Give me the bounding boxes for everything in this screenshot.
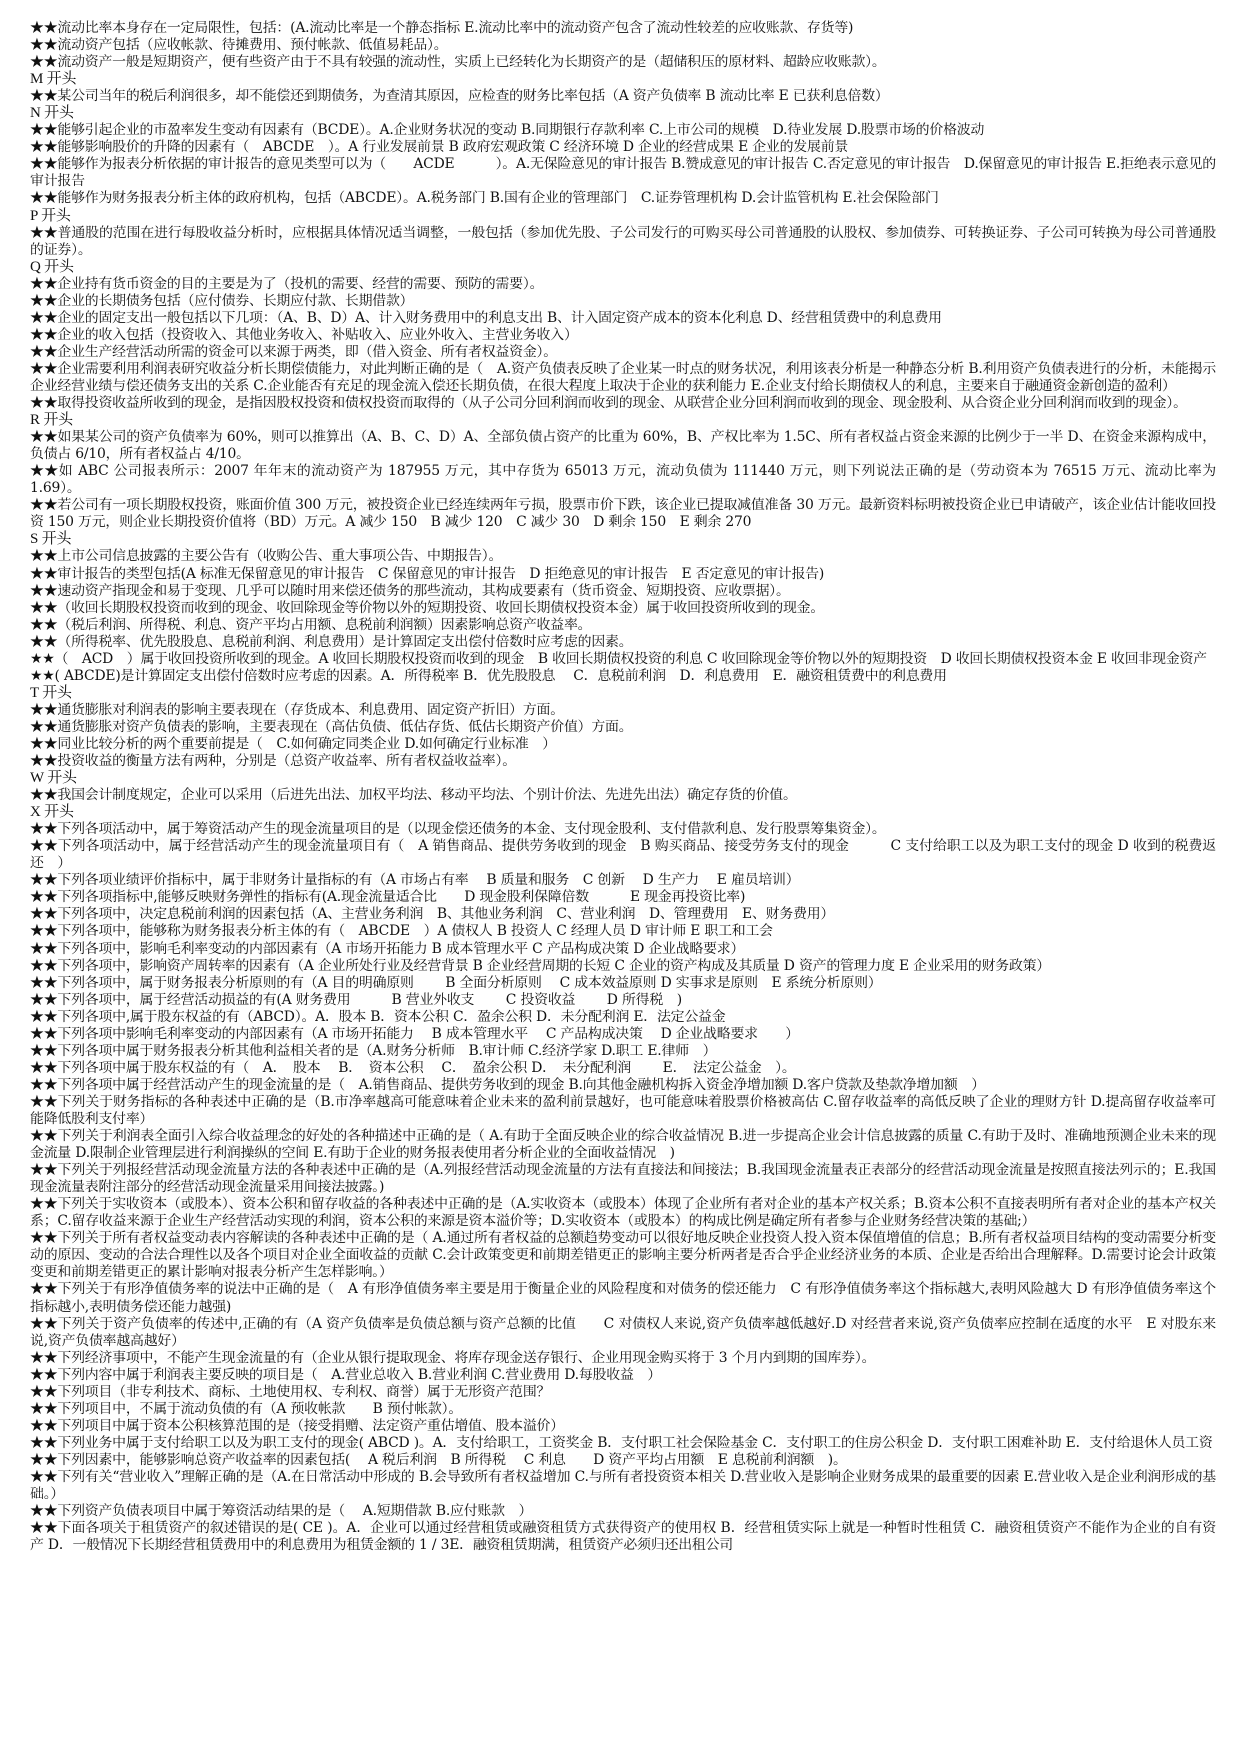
question-entry: ★★下列各项指标中,能够反映财务弹性的指标有(A.现金流量适合比 D 现金股利保障倍数 E 现金再投资比率) <box>30 889 746 906</box>
question-entry: ★★流动资产包括（应收帐款、待摊费用、预付帐款、低值易耗品）。 <box>30 37 448 54</box>
question-entry: ★★若公司有一项长期股权投资，账面价值 300 万元，被投资企业已经连续两年亏损，股票市价下跌，该企业已提取减值准备 30 万元。最新资料标明被投资企业已申请破产，该企业估计能收回投资 150 万元，则企业长期投资价值将（BD）万元。A 减少 150 B 减少 120 C 减少 30 D 剩余 150 E 剩余 270 <box>30 497 1216 531</box>
section-heading: M 开头 <box>30 71 77 88</box>
question-entry: ★★上市公司信息披露的主要公告有（收购公告、重大事项公告、中期报告）。 <box>30 548 503 565</box>
question-entry: ★★下列关于实收资本（或股本）、资本公积和留存收益的各种表述中正确的是（A.实收资本（或股本）体现了企业所有者对企业的基本产权关系；B.资本公积不直接表明所有者对企业的基本产权关系；C.留存收益来源于企业生产经营活动实现的利润，资本公积的来源是资本溢价等；D.实收资本（或股本）的构成比例是确定所有者参与企业财务经营决策的基础;） <box>30 1196 1216 1230</box>
question-entry: ★★企业生产经营活动所需的资金可以来源于两类，即（借入资金、所有者权益资金）。 <box>30 343 557 360</box>
question-entry: ★★下列各项中，属于财务报表分析原则的有（A 目的明确原则 B 全面分析原则 C 成本效益原则 D 实事求是原则 E 系统分析原则） <box>30 974 882 991</box>
question-entry: ★★（所得税率、优先股股息、息税前利润、利息费用）是计算固定支出偿付倍数时应考虑的因素。 <box>30 633 633 650</box>
question-entry: ★★同业比较分析的两个重要前提是（ C.如何确定同类企业 D.如何确定行业标准 ） <box>30 735 556 752</box>
question-entry: ★★企业的固定支出一般包括以下几项：（A、B、D）A、计入财务费用中的利息支出 B、计入固定资产成本的资本化利息 D、经营租赁费中的利息费用 <box>30 309 942 326</box>
question-entry: ★★审计报告的类型包括(A 标准无保留意见的审计报告 C 保留意见的审计报告 D 拒绝意见的审计报告 E 否定意见的审计报告) <box>30 565 825 582</box>
question-entry: ★★下列业务中属于支付给职工以及为职工支付的现金( ABCD )。A．支付给职工，工资奖金 B．支付职工社会保险基金 C．支付职工的住房公积金 D．支付职工困难补助 E．支付给退休人员工资 <box>30 1434 1213 1451</box>
question-entry: ★★下列经济事项中，不能产生现金流量的有（企业从银行提取现金、将库存现金送存银行、企业用现金购买将于 3 个月内到期的国库券）。 <box>30 1349 876 1366</box>
question-entry: ★★（收回长期股权投资而收到的现金、收回除现金等价物以外的短期投资、收回长期债权投资本金）属于收回投资所收到的现金。 <box>30 599 825 616</box>
question-entry: ★★下列项目中，不属于流动负债的有（A 预收帐款 B 预付帐款）。 <box>30 1400 463 1417</box>
section-heading: N 开头 <box>30 105 74 122</box>
question-entry: ★★下列项目中属于资本公积核算范围的是（接受捐赠、法定资产重估增值、股本溢价） <box>30 1417 564 1434</box>
question-entry: ★★流动资产一般是短期资产，便有些资产由于不具有较强的流动性，实质上已经转化为长期资产的是（超储积压的原材料、超龄应收账款）。 <box>30 54 886 71</box>
question-entry: ★★企业需要利用利润表研究收益分析长期偿债能力，对此判断正确的是（ A.资产负债表反映了企业某一时点的财务状况，利用该表分析是一种静态分析 B.利用资产负债表进行的分析，未能揭示企业经营业绩与偿还债务支出的关系 C.企业能否有充足的现金流入偿还长期负债，在很大程度上取决于企业的获利能力 E.企业支付给长期债权人的利息，主要来自于融通资金新创造的盈利） <box>30 360 1216 394</box>
section-heading: T 开头 <box>30 684 72 701</box>
question-entry: ★★下列各项中，属于经营活动损益的有(A 财务费用 B 营业外收支 C 投资收益 D 所得税 ) <box>30 991 682 1008</box>
document-page <box>30 20 1216 1554</box>
question-entry: ★★取得投资收益所收到的现金，是指因股权投资和债权投资而取得的（从子公司分回利润而收到的现金、从联营企业分回利润而收到的现金、现金股利、从合资企业分回利润而收到的现金）。 <box>30 395 1187 412</box>
question-entry: ★★下列关于所有者权益变动表内容解读的各种表述中正确的是（ A.通过所有者权益的总额趋势变动可以很好地反映企业投资人投入资本保值增值的信息；B.所有者权益项目结构的变动需要分析变动的原因、变动的合法合理性以及各个项目对企业全面收益的贡献 C.会计政策变更和前期差错更正的影响主要分析两者是否合乎企业经济业务的本质、企业是否给出合理解释。D.需要讨论会计政策变更和前期差错更正的累计影响对报表分析产生怎样影响。） <box>30 1230 1216 1281</box>
question-entry: ★★下列各项活动中，属于经营活动产生的现金流量项目有（ A 销售商品、提供劳务收到的现金 B 购买商品、接受劳务支付的现金 C 支付给职工以及为职工支付的现金 D 收到的税费返还 ） <box>30 838 1216 872</box>
question-entry: ★★某公司当年的税后利润很多，却不能偿还到期债务，为查清其原因，应检查的财务比率包括（A 资产负债率 B 流动比率 E 已获利息倍数） <box>30 88 889 105</box>
section-heading: Q 开头 <box>30 258 74 275</box>
question-entry: ★★（税后利润、所得税、利息、资产平均占用额、息税前利润额）因素影响总资产收益率。 <box>30 616 592 633</box>
question-entry: ★★通货膨胀对利润表的影响主要表现在（存货成本、利息费用、固定资产折旧）方面。 <box>30 701 564 718</box>
question-entry: ★★如果某公司的资产负债率为 60%，则可以推算出（A、B、C、D）A、全部负债占资产的比重为 60%，B、产权比率为 1.5C、所有者权益占资金来源的比例少于一半 D、在资金来源构成中，负债占 6/10，所有者权益占 4/10。 <box>30 429 1216 463</box>
question-entry: ★★下列各项中，决定息税前利润的因素包括（A、主营业务利润 B、其他业务利润 C、营业利润 D、管理费用 E、财务费用） <box>30 906 835 923</box>
question-entry: ★★（ ACD ）属于收回投资所收到的现金。A 收回长期股权投资而收到的现金 B 收回长期债权投资的利息 C 收回除现金等价物以外的短期投资 D 收回长期债权投资本金 E 收回非现金资产 <box>30 650 1207 667</box>
question-entry: ★★下列各项中,属于股东权益的有（ABCD）。A．股本 B．资本公积 C．盈余公积 D．未分配利润 E．法定公益金 <box>30 1008 726 1025</box>
question-entry: ★★下列各项中影响毛利率变动的内部因素有（A 市场开拓能力 B 成本管理水平 C 产品构成决策 D 企业战略要求 ） <box>30 1025 799 1042</box>
question-entry: ★★下列各项中属于财务报表分析其他利益相关者的是（A.财务分析师 B.审计师 C.经济学家 D.职工 E.律师 ） <box>30 1042 717 1059</box>
question-entry: ★★能够引起企业的市盈率发生变动有因素有（BCDE）。A.企业财务状况的变动 B.同期银行存款利率 C.上市公司的规模 D.待业发展 D.股票市场的价格波动 <box>30 122 985 139</box>
question-entry: ★★企业的收入包括（投资收入、其他业务收入、补贴收入、应业外收入、主营业务收入） <box>30 326 578 343</box>
question-entry: ★★下列资产负债表项目中属于筹资活动结果的是（ A.短期借款 B.应付账款 ） <box>30 1503 533 1520</box>
question-entry: ★★下列各项中属于股东权益的有（ A． 股本 B． 资本公积 C． 盈余公积 D． 未分配利润 E． 法定公益金 ）。 <box>30 1059 796 1076</box>
question-entry: ★★下列各项业绩评价指标中，属于非财务计量指标的有（A 市场占有率 B 质量和服务 C 创新 D 生产力 E 雇员培训） <box>30 872 800 889</box>
section-heading: P 开头 <box>30 207 71 224</box>
question-entry: ★★下列各项中属于经营活动产生的现金流量的是（ A.销售商品、提供劳务收到的现金 B.向其他金融机构拆入资金净增加额 D.客户贷款及垫款净增加额 ） <box>30 1076 985 1093</box>
question-entry: ★★普通股的范围在进行每股收益分析时，应根据具体情况适当调整，一般包括（参加优先股、子公司发行的可购买母公司普通股的认股权、参加债券、可转换证券、子公司可转换为母公司普通股的证券）。 <box>30 224 1216 258</box>
question-entry: ★★下列关于列报经营活动现金流量方法的各种表述中正确的是（A.列报经营活动现金流量的方法有直接法和间接法；B.我国现金流量表正表部分的经营活动现金流量是按照直接法列示的；E.我国现金流量表附注部分的经营活动现金流量采用间接法披露。) <box>30 1162 1216 1196</box>
question-entry: ★★下列各项中，能够称为财务报表分析主体的有（ ABCDE ）A 债权人 B 投资人 C 经理人员 D 审计师 E 职工和工会 <box>30 923 773 940</box>
section-heading: S 开头 <box>30 531 72 548</box>
section-heading: R 开头 <box>30 412 73 429</box>
question-entry: ★★下列关于有形净值债务率的说法中正确的是（ A 有形净值债务率主要是用于衡量企业的风险程度和对债务的偿还能力 C 有形净值债务率这个指标越大,表明风险越大 D 有形净值债务率这个指标越小,表明债务偿还能力越强) <box>30 1281 1216 1315</box>
question-entry: ★★企业的长期债务包括（应付债券、长期应付款、长期借款） <box>30 292 414 309</box>
question-entry: ★★下列各项中，影响毛利率变动的内部因素有（A 市场开拓能力 B 成本管理水平 C 产品构成决策 D 企业战略要求） <box>30 940 745 957</box>
question-entry: ★★( ABCDE)是计算固定支出偿付倍数时应考虑的因素。A．所得税率 B．优先股股息 C．息税前利润 D．利息费用 E．融资租赁费中的利息费用 <box>30 667 947 684</box>
question-entry: ★★下列关于财务指标的各种表述中正确的是（B.市净率越高可能意味着企业未来的盈利前景越好，也可能意味着股票价格被高估 C.留存收益率的高低反映了企业的理财方针 D.提高留存收益率可能降低股利支付率） <box>30 1093 1216 1127</box>
question-entry: ★★速动资产指现金和易于变现、几乎可以随时用来偿还债务的那些流动，其构成要素有（货币资金、短期投资、应收票据）。 <box>30 582 790 599</box>
question-entry: ★★企业持有货币资金的目的主要是为了（投机的需要、经营的需要、预防的需要）。 <box>30 275 544 292</box>
question-entry: ★★能够影响股价的升降的因素有（ ABCDE ）。A 行业发展前景 B 政府宏观政策 C 经济环境 D 企业的经营成果 E 企业的发展前景 <box>30 139 849 156</box>
question-entry: ★★下列项目（非专利技术、商标、土地使用权、专利权、商誉）属于无形资产范围？ <box>30 1383 551 1400</box>
question-entry: ★★下面各项关于租赁资产的叙述错误的是( CE )。A．企业可以通过经营租赁或融资租赁方式获得资产的使用权 B．经营租赁实际上就是一种暂时性租赁 C．融资租赁资产不能作为企业的自有资产 D．一般情况下长期经营租赁费用中的利息费用为租赁金额的 1 / 3E．融资租赁期满，租赁资产必须归还出租公司 <box>30 1520 1216 1554</box>
question-entry: ★★通货膨胀对资产负债表的影响，主要表现在（高估负债、低估存货、低估长期资产价值）方面。 <box>30 718 633 735</box>
question-entry: ★★下列各项中，影响资产周转率的因素有（A 企业所处行业及经营背景 B 企业经营周期的长短 C 企业的资产构成及其质量 D 资产的管理力度 E 企业采用的财务政策） <box>30 957 1051 974</box>
question-entry: ★★下列关于资产负债率的传述中,正确的有（A 资产负债率是负债总额与资产总额的比值 C 对债权人来说,资产负债率越低越好.D 对经营者来说,资产负债率应控制在适度的水平 E 对股东来说,资产负债率越高越好） <box>30 1315 1216 1349</box>
section-heading: X 开头 <box>30 804 74 821</box>
question-entry: ★★下列各项活动中，属于筹资活动产生的现金流量项目的是（以现金偿还债务的本金、支付现金股利、支付借款利息、发行股票筹集资金）。 <box>30 821 886 838</box>
question-entry: ★★流动比率本身存在一定局限性，包括：(A.流动比率是一个静态指标 E.流动比率中的流动资产包含了流动性较差的应收账款、存货等) <box>30 20 854 36</box>
question-entry: ★★能够作为财务报表分析主体的政府机构，包括（ABCDE）。A.税务部门 B.国有企业的管理部门 C.证券管理机构 D.会计监管机构 E.社会保险部门 <box>30 190 939 207</box>
question-entry: ★★我国会计制度规定，企业可以采用（后进先出法、加权平均法、移动平均法、个别计价法、先进先出法）确定存货的价值。 <box>30 787 797 804</box>
question-entry: ★★如 ABC 公司报表所示：2007 年年末的流动资产为 187955 万元，其中存货为 65013 万元，流动负债为 111440 万元，则下列说法正确的是（劳动资本为 76515 万元、流动比率为 1.69）。 <box>30 463 1216 497</box>
section-heading: W 开头 <box>30 770 77 787</box>
question-entry: ★★下列因素中，能够影响总资产收益率的因素包括( A 税后利润 B 所得税 C 利息 D 资产平均占用额 E 息税前利润额 )。 <box>30 1451 847 1468</box>
question-entry: ★★下列有关“营业收入”理解正确的是（A.在日常活动中形成的 B.会导致所有者权益增加 C.与所有者投资资本相关 D.营业收入是影响企业财务成果的最重要的因素 E.营业收入是企业利润形成的基础。） <box>30 1468 1216 1503</box>
question-entry: ★★下列内容中属于利润表主要反映的项目是（ A.营业总收入 B.营业利润 C.营业费用 D.每股收益 ） <box>30 1366 662 1383</box>
question-entry: ★★投资收益的衡量方法有两种，分别是（总资产收益率、所有者权益收益率）。 <box>30 753 516 770</box>
question-entry: ★★下列关于利润表全面引入综合收益理念的好处的各种描述中正确的是（ A.有助于全面反映企业的综合收益情况 B.进一步提高企业会计信息披露的质量 C.有助于及时、准确地预测企业未来的现金流量 D.限制企业管理层进行利润操纵的空间 E.有助于企业的财务报表使用者分析企业的全面收益情况 ) <box>30 1128 1216 1162</box>
question-entry: ★★能够作为报表分析依据的审计报告的意见类型可以为（ ACDE ）。A.无保险意见的审计报告 B.赞成意见的审计报告 C.否定意见的审计报告 D.保留意见的审计报告 E.拒绝表示意见的审计报告 <box>30 156 1216 190</box>
